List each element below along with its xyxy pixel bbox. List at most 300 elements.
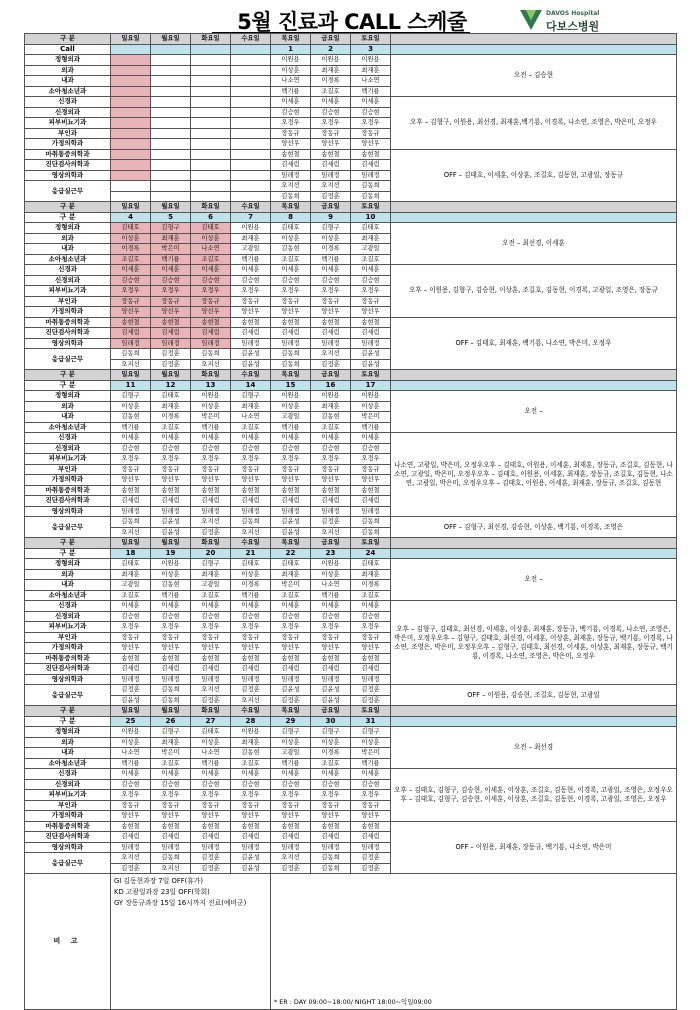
doctor-cell: 조길호 <box>231 758 271 769</box>
doctor-cell: 나소연 <box>191 244 231 255</box>
doctor-cell: 김세림 <box>351 496 391 507</box>
date-cell: 22 <box>271 548 311 559</box>
doctor-cell: 김승현 <box>271 107 311 118</box>
doctor-cell: 김승현 <box>191 779 231 790</box>
doctor-cell: 양선우 <box>271 307 311 318</box>
doctor-cell: 장동규 <box>351 632 391 643</box>
doctor-cell: 김승현 <box>151 611 191 622</box>
date-cell: 15 <box>271 380 311 391</box>
date-row <box>25 212 677 223</box>
doctor-cell: 양선우 <box>311 811 351 822</box>
date-cell: 6 <box>191 212 231 223</box>
day-name: 일요일 <box>111 202 151 213</box>
doctor-cell: 송현철 <box>271 821 311 832</box>
doctor-cell: 김동현 <box>311 412 351 423</box>
doctor-cell: 박은미 <box>151 244 191 255</box>
doctor-cell: 이상훈 <box>191 233 231 244</box>
er-doctor-cell: 김정훈 <box>111 685 151 696</box>
dept-label: 신경과 <box>25 97 111 108</box>
doctor-cell: 장동규 <box>311 800 351 811</box>
doctor-cell: 김태호 <box>231 559 271 570</box>
header-blank <box>391 34 677 45</box>
doctor-cell <box>111 118 151 129</box>
doctor-cell: 이원용 <box>311 559 351 570</box>
doctor-cell: 임래정 <box>231 674 271 685</box>
doctor-cell: 양선우 <box>351 643 391 654</box>
er-doctor-cell: 오지선 <box>111 853 151 864</box>
schedule-note: 오후 – 김형구, 김태호, 최선경, 이세훈, 이상훈, 최재훈, 장동규, 백기룡, 이경록, 나소연, 조영은, 박은미, 오정우오후 – 김형구, 김태호, 최선경, 이세훈, 이상훈, 최재훈, 장동규, 백기룡, 이경록, 나소연, 조영은, 박은미, 오정우오후 – 김형구, 김태호, 최선경, 이세훈, 이상훈, 최재훈, 장동규, 백기룡, 이경록, 나소연, 조영은, 박은미, 오정우 <box>391 601 677 685</box>
doctor-cell: 양선우 <box>231 475 271 486</box>
doctor-cell: 임래정 <box>311 506 351 517</box>
er-doctor-cell: 김윤성 <box>311 685 351 696</box>
doctor-cell <box>151 118 191 129</box>
er-doctor-cell: 오지선 <box>191 517 231 528</box>
doctor-cell: 김세림 <box>231 832 271 843</box>
doctor-cell: 김세림 <box>311 832 351 843</box>
doctor-cell: 이상훈 <box>111 233 151 244</box>
date-row-blank <box>391 212 677 223</box>
doctor-cell <box>111 160 151 171</box>
day-name: 일요일 <box>111 538 151 549</box>
doctor-cell: 김동현 <box>111 412 151 423</box>
er-row <box>25 685 677 696</box>
doctor-cell: 임래정 <box>151 674 191 685</box>
dept-label: 정형외과 <box>25 223 111 234</box>
day-header-row <box>25 538 677 549</box>
doctor-cell <box>231 160 271 171</box>
doctor-cell: 김세림 <box>311 496 351 507</box>
doctor-cell: 이상훈 <box>111 737 151 748</box>
doctor-cell: 오정우 <box>311 454 351 465</box>
doctor-cell: 임래정 <box>191 674 231 685</box>
doctor-cell: 양선우 <box>351 811 391 822</box>
doctor-cell: 송현철 <box>151 653 191 664</box>
doctor-cell: 임래정 <box>351 338 391 349</box>
doctor-cell <box>231 139 271 150</box>
doctor-cell: 박은미 <box>191 412 231 423</box>
doctor-cell: 송현철 <box>351 821 391 832</box>
er-doctor-cell <box>191 191 231 202</box>
er-doctor-cell: 김정훈 <box>351 863 391 874</box>
date-cell: 27 <box>191 716 231 727</box>
schedule-note: 나소연, 고광일, 박은미, 오정우오후 – 김태호, 이원용, 이세훈, 최재훈, 장동규, 조길호, 김동현, 나소연, 고광일, 박은미, 오정우오후 – 김태호, 이원용, 이세훈, 최재훈, 장동규, 조길호, 김동현, 나소연, 고광일, 박은미, 오정우오후 – 김태호, 이원용, 이세훈, 최재훈, 장동규, 조길호, 김동현 <box>391 433 677 517</box>
doctor-cell: 고광일 <box>231 244 271 255</box>
er-label: 응급실근무 <box>25 853 111 874</box>
doctor-cell: 김동현 <box>151 580 191 591</box>
date-row-blank <box>391 548 677 559</box>
doctor-cell: 이상훈 <box>271 65 311 76</box>
doctor-cell: 임래정 <box>311 338 351 349</box>
dept-label: 진단검사의학과 <box>25 160 111 171</box>
doctor-cell: 이세훈 <box>311 97 351 108</box>
dept-label: 마취통증의학과 <box>25 149 111 160</box>
doctor-cell: 오정우 <box>311 118 351 129</box>
doctor-cell: 양선우 <box>191 475 231 486</box>
er-label: 응급실근무 <box>25 181 111 202</box>
doctor-cell: 임래정 <box>351 674 391 685</box>
doctor-cell: 임래정 <box>191 338 231 349</box>
doctor-cell: 양선우 <box>311 643 351 654</box>
er-doctor-cell: 오지선 <box>311 181 351 192</box>
doctor-cell: 김태호 <box>151 391 191 402</box>
doctor-cell: 김형구 <box>111 391 151 402</box>
dept-label: 영상의학과 <box>25 338 111 349</box>
er-doctor-cell: 김윤성 <box>231 863 271 874</box>
er-doctor-cell: 오지선 <box>271 853 311 864</box>
er-doctor-cell: 김정훈 <box>351 685 391 696</box>
er-doctor-cell: 오지선 <box>111 527 151 538</box>
day-name: 토요일 <box>351 370 391 381</box>
date-cell: 12 <box>151 380 191 391</box>
er-doctor-cell <box>151 181 191 192</box>
doctor-cell: 이상훈 <box>351 737 391 748</box>
dept-label: 진단검사의학과 <box>25 664 111 675</box>
date-cell: 9 <box>311 212 351 223</box>
er-doctor-cell: 김정훈 <box>191 695 231 706</box>
doctor-cell: 장동규 <box>151 632 191 643</box>
date-cell: 10 <box>351 212 391 223</box>
schedule-note: OFF – 김형구, 최선경, 김승현, 이상훈, 백기룡, 이경록, 조영은 <box>391 517 677 538</box>
doctor-cell: 최재훈 <box>151 401 191 412</box>
doctor-cell: 장동규 <box>311 296 351 307</box>
doctor-cell: 백기룡 <box>351 86 391 97</box>
doctor-cell: 이상훈 <box>191 401 231 412</box>
day-name: 금요일 <box>311 706 351 717</box>
doctor-cell: 김세림 <box>351 832 391 843</box>
dept-row <box>25 433 677 444</box>
er-doctor-cell: 김윤성 <box>151 527 191 538</box>
doctor-cell: 오정우 <box>231 454 271 465</box>
doctor-cell: 김형구 <box>231 391 271 402</box>
doctor-cell: 백기룡 <box>151 590 191 601</box>
er-doctor-cell: 오지선 <box>151 863 191 874</box>
er-doctor-cell: 김동희 <box>271 349 311 360</box>
doctor-cell: 김태호 <box>351 223 391 234</box>
day-name: 금요일 <box>311 370 351 381</box>
doctor-cell: 장동규 <box>191 464 231 475</box>
date-cell: 24 <box>351 548 391 559</box>
dept-label: 신경과 <box>25 769 111 780</box>
dept-label: 소아청소년과 <box>25 422 111 433</box>
doctor-cell: 이상훈 <box>311 737 351 748</box>
doctor-cell <box>151 128 191 139</box>
doctor-cell: 김세림 <box>191 328 231 339</box>
day-name: 목요일 <box>271 538 311 549</box>
er-doctor-cell: 김동희 <box>151 853 191 864</box>
dept-label: 신경외과 <box>25 275 111 286</box>
doctor-cell: 김세림 <box>111 328 151 339</box>
schedule-note: 오전 – 최선경, 이세훈 <box>391 223 677 265</box>
doctor-cell: 임래정 <box>311 170 351 181</box>
date-cell: 16 <box>311 380 351 391</box>
doctor-cell: 이원용 <box>231 727 271 738</box>
doctor-cell: 양선우 <box>311 307 351 318</box>
doctor-cell: 장동규 <box>311 632 351 643</box>
doctor-cell: 김승현 <box>191 611 231 622</box>
doctor-cell: 오정우 <box>271 286 311 297</box>
day-name: 금요일 <box>311 202 351 213</box>
doctor-cell: 송현철 <box>271 485 311 496</box>
doctor-cell: 송현철 <box>271 317 311 328</box>
doctor-cell: 장동규 <box>191 632 231 643</box>
doctor-cell: 김승현 <box>351 275 391 286</box>
er-doctor-cell: 김정훈 <box>311 517 351 528</box>
doctor-cell: 이세훈 <box>231 433 271 444</box>
doctor-cell: 백기룡 <box>111 758 151 769</box>
doctor-cell: 오정우 <box>111 286 151 297</box>
doctor-cell: 최재훈 <box>191 569 231 580</box>
doctor-cell: 송현철 <box>351 485 391 496</box>
doctor-cell: 오정우 <box>231 790 271 801</box>
date-cell: 8 <box>271 212 311 223</box>
doctor-cell: 오정우 <box>111 790 151 801</box>
er-doctor-cell: 김동희 <box>111 349 151 360</box>
er-doctor-cell <box>151 191 191 202</box>
doctor-cell: 김승현 <box>271 611 311 622</box>
dept-label: 내과 <box>25 580 111 591</box>
doctor-cell <box>111 149 151 160</box>
remarks-content <box>111 874 271 1010</box>
date-cell: 1 <box>271 44 311 55</box>
dept-label: 진단검사의학과 <box>25 496 111 507</box>
er-doctor-cell: 김정훈 <box>191 853 231 864</box>
day-name: 월요일 <box>151 370 191 381</box>
doctor-cell: 이세훈 <box>231 265 271 276</box>
doctor-cell: 이원용 <box>271 391 311 402</box>
doctor-cell: 양선우 <box>311 475 351 486</box>
day-name: 수요일 <box>231 202 271 213</box>
doctor-cell: 백기룡 <box>351 422 391 433</box>
date-cell: 7 <box>231 212 271 223</box>
dept-label: 내과 <box>25 412 111 423</box>
doctor-cell <box>111 97 151 108</box>
er-doctor-cell: 김정훈 <box>271 863 311 874</box>
day-header-row <box>25 370 677 381</box>
doctor-cell: 양선우 <box>191 307 231 318</box>
doctor-cell: 오정우 <box>351 286 391 297</box>
dept-label: 마취통증의학과 <box>25 317 111 328</box>
date-cell: 30 <box>311 716 351 727</box>
doctor-cell: 이상훈 <box>151 569 191 580</box>
doctor-cell: 김세림 <box>111 664 151 675</box>
doctor-cell: 이세훈 <box>271 97 311 108</box>
doctor-cell: 김세림 <box>111 496 151 507</box>
doctor-cell: 오정우 <box>151 286 191 297</box>
doctor-cell: 오정우 <box>351 790 391 801</box>
doctor-cell: 오정우 <box>191 286 231 297</box>
doctor-cell: 백기룡 <box>111 422 151 433</box>
date-cell: 20 <box>191 548 231 559</box>
doctor-cell: 양선우 <box>111 811 151 822</box>
date-row <box>25 380 677 391</box>
doctor-cell: 양선우 <box>351 307 391 318</box>
doctor-cell: 양선우 <box>311 139 351 150</box>
doctor-cell <box>191 160 231 171</box>
doctor-cell: 조길호 <box>111 254 151 265</box>
er-doctor-cell: 김동희 <box>351 191 391 202</box>
doctor-cell: 임래정 <box>191 506 231 517</box>
hospital-logo <box>520 10 670 34</box>
dept-row <box>25 223 677 234</box>
doctor-cell: 김태호 <box>111 223 151 234</box>
doctor-cell: 이경록 <box>351 580 391 591</box>
doctor-cell: 임래정 <box>111 674 151 685</box>
dept-label: 신경외과 <box>25 107 111 118</box>
header-label: 구 분 <box>25 370 111 381</box>
doctor-cell: 이원용 <box>311 391 351 402</box>
doctor-cell <box>151 160 191 171</box>
dept-row <box>25 391 677 402</box>
schedule-note: OFF – 김태호, 이세훈, 이상훈, 조길호, 김동현, 고광일, 장동규 <box>391 149 677 202</box>
doctor-cell <box>111 170 151 181</box>
doctor-cell: 나소연 <box>271 76 311 87</box>
doctor-cell: 이원용 <box>111 727 151 738</box>
doctor-cell: 이세훈 <box>271 433 311 444</box>
doctor-cell: 조길호 <box>311 86 351 97</box>
doctor-cell: 송현철 <box>311 149 351 160</box>
doctor-cell: 김세림 <box>151 328 191 339</box>
doctor-cell <box>151 97 191 108</box>
doctor-cell: 최재훈 <box>151 737 191 748</box>
doctor-cell: 임래정 <box>351 170 391 181</box>
header-blank <box>391 706 677 717</box>
doctor-cell: 송현철 <box>111 653 151 664</box>
date-cell: 18 <box>111 548 151 559</box>
dept-row <box>25 265 677 276</box>
er-row <box>25 517 677 528</box>
er-doctor-cell: 오지선 <box>231 527 271 538</box>
header-blank <box>391 202 677 213</box>
doctor-cell: 김세림 <box>311 328 351 339</box>
schedule-note: 오전 – 김승현 <box>391 55 677 97</box>
header-blank <box>391 370 677 381</box>
er-doctor-cell <box>111 191 151 202</box>
dept-row <box>25 559 677 570</box>
dept-label: 외과 <box>25 737 111 748</box>
doctor-cell: 송현철 <box>191 317 231 328</box>
er-doctor-cell: 김윤성 <box>271 517 311 528</box>
doctor-cell <box>231 55 271 66</box>
doctor-cell: 조길호 <box>351 590 391 601</box>
doctor-cell: 장동규 <box>151 464 191 475</box>
day-name: 수요일 <box>231 34 271 45</box>
doctor-cell: 오정우 <box>351 118 391 129</box>
schedule-note: 오후 – 김태호, 김형구, 김승현, 이세훈, 이상훈, 조길호, 김동현, 이경록, 고광일, 조영은, 오정우오후 – 김태호, 김형구, 김승현, 이세훈, 이상훈, 조길호, 김동현, 이경록, 고광일, 조영은, 오정우 <box>391 769 677 822</box>
er-doctor-cell: 김윤성 <box>231 349 271 360</box>
dept-label: 소아청소년과 <box>25 254 111 265</box>
doctor-cell: 송현철 <box>191 821 231 832</box>
doctor-cell: 이세훈 <box>191 433 231 444</box>
dept-label: 진단검사의학과 <box>25 832 111 843</box>
doctor-cell: 조길호 <box>191 590 231 601</box>
date-cell <box>111 44 151 55</box>
doctor-cell: 김세림 <box>271 496 311 507</box>
er-doctor-cell: 김동희 <box>231 517 271 528</box>
doctor-cell: 양선우 <box>191 811 231 822</box>
doctor-cell: 김동현 <box>231 748 271 759</box>
er-doctor-cell: 오지선 <box>231 695 271 706</box>
doctor-cell <box>191 86 231 97</box>
doctor-cell: 임래정 <box>231 506 271 517</box>
doctor-cell: 송현철 <box>191 653 231 664</box>
doctor-cell: 임래정 <box>191 842 231 853</box>
doctor-cell: 양선우 <box>231 811 271 822</box>
doctor-cell <box>191 118 231 129</box>
doctor-cell: 장동규 <box>231 632 271 643</box>
remarks-label: 비 고 <box>25 874 111 1010</box>
doctor-cell: 최재훈 <box>351 65 391 76</box>
dept-label: 내과 <box>25 76 111 87</box>
doctor-cell: 이원용 <box>351 391 391 402</box>
doctor-cell: 장동규 <box>271 800 311 811</box>
day-name: 화요일 <box>191 370 231 381</box>
doctor-cell: 김동현 <box>271 244 311 255</box>
header-label: 구 분 <box>25 34 111 45</box>
doctor-cell: 이원용 <box>231 223 271 234</box>
doctor-cell: 백기룡 <box>311 590 351 601</box>
doctor-cell: 김태호 <box>351 559 391 570</box>
doctor-cell: 임래정 <box>231 338 271 349</box>
date-row <box>25 44 677 55</box>
doctor-cell <box>151 86 191 97</box>
header-label: 구 분 <box>25 538 111 549</box>
doctor-cell: 임래정 <box>231 842 271 853</box>
er-doctor-cell <box>191 181 231 192</box>
doctor-cell: 양선우 <box>271 139 311 150</box>
date-cell: 31 <box>351 716 391 727</box>
doctor-cell: 최재훈 <box>351 569 391 580</box>
doctor-cell: 임래정 <box>111 842 151 853</box>
er-label: 응급실근무 <box>25 349 111 370</box>
doctor-cell: 김승현 <box>231 275 271 286</box>
dept-label: 가정의학과 <box>25 475 111 486</box>
doctor-cell: 김세림 <box>351 160 391 171</box>
doctor-cell: 이원용 <box>271 55 311 66</box>
er-doctor-cell: 김윤성 <box>351 349 391 360</box>
doctor-cell: 최재훈 <box>231 233 271 244</box>
doctor-cell <box>151 107 191 118</box>
doctor-cell: 이세훈 <box>191 769 231 780</box>
doctor-cell: 이세훈 <box>111 433 151 444</box>
doctor-cell: 김세림 <box>271 664 311 675</box>
doctor-cell: 최재훈 <box>271 569 311 580</box>
doctor-cell: 장동규 <box>111 464 151 475</box>
doctor-cell <box>191 128 231 139</box>
doctor-cell: 장동규 <box>151 296 191 307</box>
doctor-cell: 김승현 <box>311 275 351 286</box>
er-doctor-cell: 김정훈 <box>151 349 191 360</box>
doctor-cell: 이상훈 <box>111 401 151 412</box>
doctor-cell: 백기룡 <box>191 422 231 433</box>
logo-icon <box>520 10 542 30</box>
day-name: 수요일 <box>231 538 271 549</box>
doctor-cell: 오정우 <box>111 454 151 465</box>
doctor-cell: 송현철 <box>311 821 351 832</box>
doctor-cell: 이경록 <box>231 580 271 591</box>
date-cell: 19 <box>151 548 191 559</box>
doctor-cell: 장동규 <box>271 464 311 475</box>
dept-label: 영상의학과 <box>25 506 111 517</box>
schedule-note: OFF – 이원용, 최재훈, 장동규, 백기룡, 나소연, 박은미 <box>391 821 677 874</box>
doctor-cell: 장동규 <box>111 632 151 643</box>
dept-label: 신경과 <box>25 265 111 276</box>
er-doctor-cell: 김동희 <box>111 517 151 528</box>
day-header-row <box>25 202 677 213</box>
dept-row <box>25 601 677 612</box>
doctor-cell: 장동규 <box>111 800 151 811</box>
doctor-cell: 오정우 <box>271 118 311 129</box>
day-name: 화요일 <box>191 538 231 549</box>
